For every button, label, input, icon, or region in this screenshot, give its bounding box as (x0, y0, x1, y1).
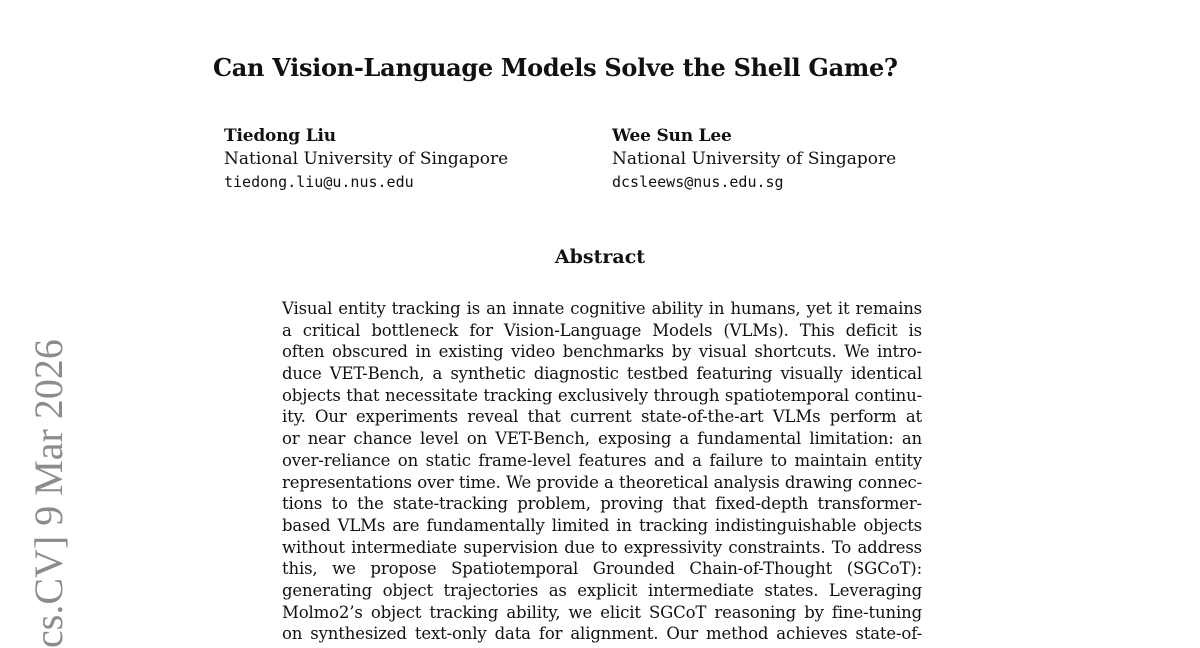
author-email: dcsleews@nus.edu.sg (612, 173, 784, 191)
abstract-line: often obscured in existing video benchmarks by visual shortcuts. We intro- (282, 342, 922, 362)
author-name: Wee Sun Lee (612, 126, 732, 146)
author-affiliation: National University of Singapore (224, 149, 509, 169)
abstract-line: without intermediate supervision due to expressivity constraints. To address (282, 537, 922, 557)
abstract-line: Visual entity tracking is an innate cognitive ability in humans, yet it remains (282, 299, 922, 318)
abstract-heading: Abstract (554, 246, 646, 268)
author-block-1 (224, 125, 508, 194)
arxiv-identifier-stamp: cs.CV] 9 Mar 2026 (26, 339, 71, 648)
paper-title: Can Vision-Language Models Solve the Shell Game? (213, 53, 898, 82)
abstract-line: duce VET-Bench, a synthetic diagnostic testbed featuring visually identical (282, 364, 922, 384)
author-name: Tiedong Liu (224, 126, 336, 146)
abstract-line: or near chance level on VET-Bench, exposing a fundamental limitation: an (282, 429, 922, 449)
abstract-line: over-reliance on static frame-level features and a failure to maintain entity (282, 450, 922, 470)
author-block-2 (612, 125, 896, 194)
author-affiliation: National University of Singapore (612, 149, 897, 169)
abstract-line: objects that necessitate tracking exclusively through spatiotemporal continu- (282, 385, 922, 405)
abstract-line: representations over time. We provide a theoretical analysis drawing connec- (282, 472, 922, 492)
abstract-line: ity. Our experiments reveal that current state-of-the-art VLMs perform at (282, 407, 922, 427)
abstract-line: a critical bottleneck for Vision-Language Models (VLMs). This deficit is (282, 320, 922, 340)
abstract-line: on synthesized text-only data for alignment. Our method achieves state-of- (282, 624, 922, 644)
abstract-line: generating object trajectories as explicit intermediate states. Leveraging (282, 580, 922, 600)
abstract-line: this, we propose Spatiotemporal Grounded Chain-of-Thought (SGCoT): (282, 559, 922, 579)
abstract-line: based VLMs are fundamentally limited in tracking indistinguishable objects (282, 515, 922, 535)
abstract-line: Molmo2’s object tracking ability, we elicit SGCoT reasoning by fine-tuning (282, 602, 922, 622)
author-email: tiedong.liu@u.nus.edu (224, 173, 414, 191)
abstract-body (282, 298, 922, 645)
abstract-line: tions to the state-tracking problem, proving that fixed-depth transformer- (282, 494, 922, 514)
